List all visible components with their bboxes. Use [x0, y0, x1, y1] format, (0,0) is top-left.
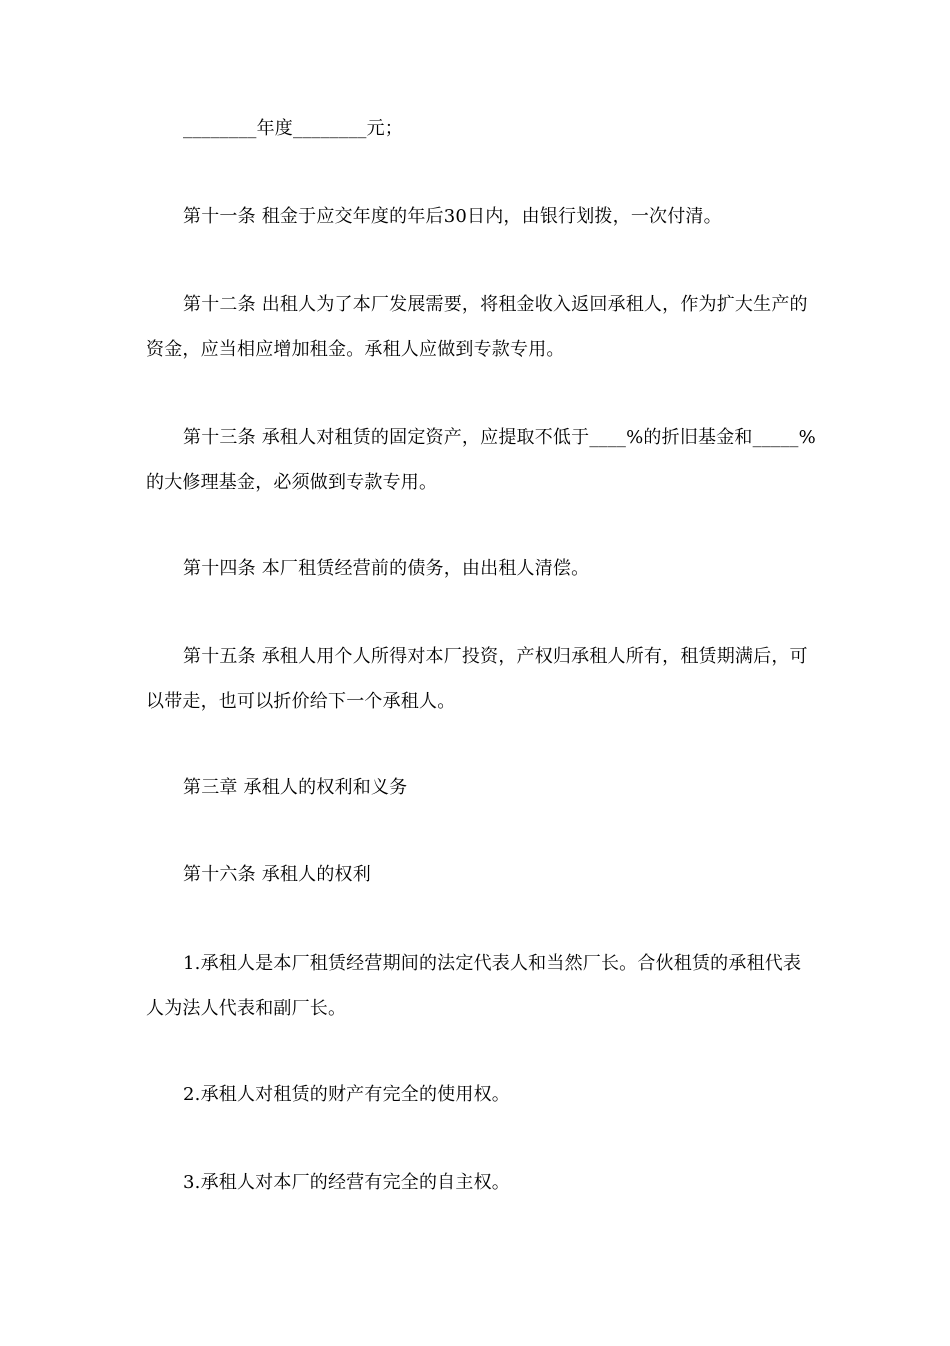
paragraph-article-14: 第十四条 本厂租赁经营前的债务，由出租人清偿。: [183, 558, 590, 579]
list-item-right-2: 2.承租人对租赁的财产有完全的使用权。: [183, 1084, 510, 1105]
list-item-right-1: 1.承租人是本厂租赁经营期间的法定代表人和当然厂长。合伙租赁的承租代表人为法人代表和副厂长。: [146, 953, 802, 1019]
paragraph-article-15: 第十五条 承租人用个人所得对本厂投资，产权归承租人所有，租赁期满后，可以带走，也可以折价给下一个承租人。: [146, 646, 808, 712]
paragraph-article-11: 第十一条 租金于应交年度的年后30日内，由银行划拨，一次付清。: [183, 206, 722, 227]
chapter-3-heading: 第三章 承租人的权利和义务: [183, 777, 408, 798]
paragraph-article-13: 第十三条 承租人对租赁的固定资产，应提取不低于____%的折旧基金和_____%的大修理基金，必须做到专款专用。: [146, 427, 816, 493]
paragraph-rent-amount-line: ________年度________元；: [183, 118, 403, 139]
paragraph-article-12: 第十二条 出租人为了本厂发展需要，将租金收入返回承租人，作为扩大生产的资金，应当相应增加租金。承租人应做到专款专用。: [146, 294, 808, 360]
paragraph-article-16: 第十六条 承租人的权利: [183, 864, 371, 885]
list-item-right-3: 3.承租人对本厂的经营有完全的自主权。: [183, 1172, 510, 1193]
